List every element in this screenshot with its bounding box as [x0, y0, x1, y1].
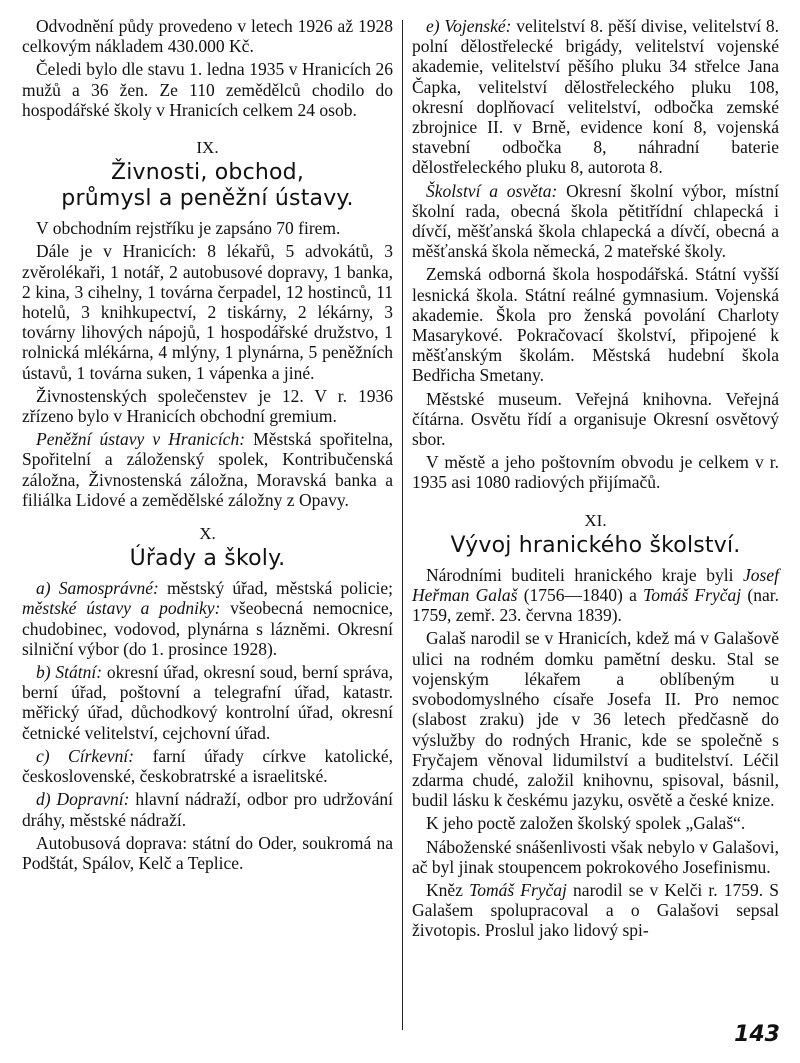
- section-number: X.: [199, 524, 216, 544]
- paragraph: [412, 565, 779, 626]
- section-number: IX.: [196, 138, 219, 158]
- paragraph: [22, 746, 393, 786]
- left-column: [22, 16, 393, 876]
- section-heading: Živnosti, obchod,: [110, 160, 305, 186]
- paragraph-text: velitelství 8. pěší divise, velitelství 8. polní dělostřelecké brigády, velitelství vojenské akademie, velitelství pěšího pluku 34 střelce Jana Čapka, velitelství dělostřeleckého pluku 108, okresní doplňovací velitelství, odbočka zemské zbrojnice II. v Brně, evidence koní 8, vojenská stavební odbočka 8, náhradní baterie dělostřeleckého pluku 8, autorota 8.: [412, 16, 779, 178]
- paragraph: Městské museum. Veřejná knihovna. Veřejná čítárna. Osvětu řídí a organisuje Okresní osvětový sbor.: [412, 388, 779, 450]
- paragraph: K jeho poctě založen školský spolek „Galaš“.: [426, 813, 746, 834]
- paragraph: [22, 578, 393, 659]
- paragraph: Živnostenských společenstev je 12. V r. 1936 zřízeno bylo v Hranicích obchodní gremium.: [22, 385, 393, 427]
- right-column: [412, 16, 779, 944]
- italic-name: Tomáš Fryčaj: [469, 879, 567, 900]
- paragraph: [22, 429, 393, 510]
- paragraph-text: hlavní nádraží, odbor pro udržování dráhy, městské nádraží.: [22, 789, 393, 830]
- paragraph: V obchodním rejstříku je zapsáno 70 firem.: [36, 218, 341, 239]
- paragraph: Autobusová doprava: státní do Oder, soukromá na Podštát, Spálov, Kelč a Teplice.: [22, 832, 393, 873]
- paragraph-text: (nar. 1759, zemř. 23. června 1839).: [412, 585, 779, 626]
- paragraph: Čeledi bylo dle stavu 1. ledna 1935 v Hranicích 26 mužů a 36 žen. Ze 110 zemědělců chodilo do hospodářské školy v Hranicích celkem 24 osob.: [22, 59, 393, 120]
- italic-lead: Peněžní ústavy v Hranicích:: [36, 429, 246, 450]
- section-number: XI.: [584, 510, 607, 530]
- italic-lead: d) Dopravní:: [36, 789, 130, 810]
- column-divider: [402, 20, 403, 1030]
- paragraph-text: Městská spořitelna, Spořitelní a záloženský spolek, Kontribučenská záložna, Živnostenská záložna, Moravská banka a filiálka Lidové a zemědělské záložny z Opavy.: [22, 429, 393, 510]
- italic-lead: e) Vojenské:: [426, 16, 512, 36]
- paragraph: Odvodnění půdy provedeno v letech 1926 až 1928 celkovým nákladem 430.000 Kč.: [22, 16, 393, 57]
- paragraph-text: (1756—1840) a: [517, 585, 644, 606]
- paragraph-text: narodil se v Kelči r. 1759. S Galašem spolupracoval a o Galašovi sepsal životopis. Proslul jako lidový spi-: [412, 879, 779, 941]
- paragraph: [22, 789, 393, 829]
- section-heading: průmysl a peněžní ústavy.: [61, 186, 354, 212]
- section-heading: Vývoj hranického školství.: [450, 532, 741, 558]
- italic-lead: c) Církevní:: [36, 745, 135, 766]
- paragraph: V městě a jeho poštovním obvodu je celkem v r. 1935 asi 1080 radiových přijímačů.: [412, 452, 779, 493]
- paragraph: [412, 880, 779, 941]
- italic-lead: a) Samosprávné:: [36, 578, 159, 599]
- paragraph-text: Kněz: [426, 879, 470, 900]
- paragraph-text: okresní úřad, okresní soud, berní správa, berní úřad, poštovní a telegrafní úřad, katastr. měřický úřad, důchodkový kontrolní úřad, okresní četnické velitelství, cejchovní úřad.: [22, 662, 393, 743]
- paragraph-text: Okresní školní výbor, místní školní rada, obecná škola pětitřídní chlapecká i dívčí, měšťanská škola chlapecká a dívčí, obecná a měšťanská škola německá, 2 mateřské školy.: [412, 180, 779, 262]
- paragraph: Dále je v Hranicích: 8 lékařů, 5 advokátů, 3 zvěrolékaři, 1 notář, 2 autobusové dopravy, 1 banka, 2 kina, 3 cihelny, 1 továrna čerpadel, 12 hostinců, 11 hotelů, 3 knihkupectví, 2 tiskárny, 2 lékárny, 3 továrny lihových nápojů, 1 hospodářské družstvo, 1 rolnická mlékárna, 4 mlýny, 1 plynárna, 5 peněžních ústavů, 1 továrna suken, 1 vápenka a jiné.: [22, 241, 393, 383]
- italic-lead: Školství a osvěta:: [426, 180, 558, 201]
- paragraph-text: farní úřady církve katolické, československé, českobratrské a israelitské.: [22, 745, 393, 787]
- paragraph: [412, 181, 779, 262]
- italic-lead: městské ústavy a podniky:: [22, 598, 221, 619]
- section-heading: Úřady a školy.: [129, 546, 286, 572]
- paragraph: Náboženské snášenlivosti však nebylo v Galašovi, ač byl jinak stoupencem pokrokového Josefinismu.: [412, 836, 779, 877]
- italic-lead: b) Státní:: [36, 662, 103, 683]
- paragraph: Galaš narodil se v Hranicích, kdež má v Galašově ulici na rodném domku pamětní desku. Stal se vojenským lékařem a oblíbeným u svobodomyslného císaře Josefa II. Pro nemoc (slabost zraku) jde v 36 letech předčasně do výslužby do rodných Hranic, kde se společně s Fryčajem věnoval lidumilství a buditelství. Léčil zdarma chudé, založil knihovnu, spisoval, básnil, budil lásku k českému jazyku, osvětě a české knize.: [412, 628, 779, 811]
- paragraph: [412, 16, 779, 178]
- page-number: 143: [734, 1022, 780, 1047]
- italic-name: Josef Heřman Galaš: [412, 564, 779, 606]
- paragraph: Zemská odborná škola hospodářská. Státní vyšší lesnická škola. Státní reálné gymnasium. Vojenská akademie. Škola pro ženská povolání Charloty Masarykové. Pokračovací školství, připojené k měšťanským školám. Městská hudební škola Bedřicha Smetany.: [412, 264, 779, 386]
- paragraph: [22, 662, 393, 743]
- paragraph-text: všeobecná nemocnice, chudobinec, vodovod, plynárna s lázněmi. Okresní silniční výbor (do 1. prosince 1928).: [22, 598, 393, 659]
- italic-name: Tomáš Fryčaj: [643, 585, 742, 606]
- paragraph-text: městský úřad, městská policie;: [158, 578, 393, 599]
- paragraph-text: Národními buditeli hranického kraje byli: [426, 564, 744, 585]
